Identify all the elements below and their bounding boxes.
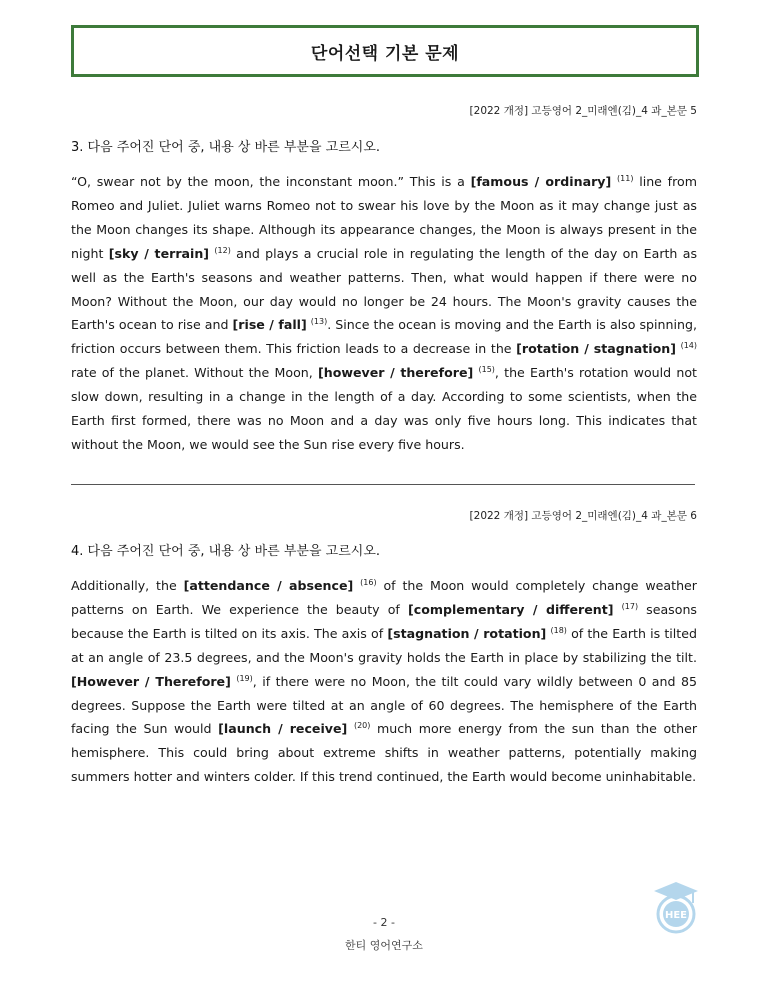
word-choice: [rotation / stagnation] (516, 341, 676, 357)
passage-text: rate of the planet. Without the Moon, (71, 365, 318, 381)
word-choice: [complementary / different] (407, 601, 614, 617)
blank-number: (18) (550, 625, 567, 635)
word-choice: [stagnation / rotation] (387, 625, 547, 641)
page-title: 단어선택 기본 문제 (310, 43, 460, 64)
passage-text: Additionally, the (71, 578, 184, 593)
question-4: 4. 다음 주어진 단어 중, 내용 상 바른 부분을 고르시오. (71, 544, 381, 559)
word-choice: [however / therefore] (318, 365, 474, 381)
passage-text: “O, swear not by the moon, the inconstant moon.” This is a (71, 174, 471, 189)
passage-1 (71, 170, 697, 457)
blank-number: (13) (310, 317, 328, 327)
passage-text: much more energy from the sun than the other hemisphere. This could bring about extreme shifts in weather patterns, potentially making summers hotter and winters colder. If this trend continued, the Earth would become uninhabitable. (71, 721, 698, 785)
logo-text: HEE (664, 910, 688, 921)
word-choice: [attendance / absence] (183, 578, 354, 593)
title-box (71, 25, 699, 77)
blank-number: (15) (478, 365, 495, 375)
passage-text: , the Earth's rotation would not slow down, resulting in a change in the length of a day. According to some scientists, when the Earth first formed, there was no Moon and a day was only five hours long. This indicates that without the Moon, we would see the Sun rise every five hours. (71, 365, 697, 452)
source-label-2: [2022 개정] 고등영어 2_미래엔(김)_4 과_본문 6 (469, 510, 697, 522)
passage-2 (71, 574, 697, 789)
word-choice: [rise / fall] (232, 317, 307, 333)
passage-text: seasons because the Earth is tilted on its axis. The axis of (71, 601, 697, 641)
blank-number: (11) (617, 174, 634, 183)
blank-number: (14) (680, 341, 697, 351)
footer-org: 한티 영어연구소 (345, 939, 423, 952)
page-number: - 2 - (373, 916, 395, 929)
passage-text: . Since the ocean is moving and the Earth is also spinning, friction occurs between them. This friction leads to a decrease in the (71, 317, 697, 357)
passage-text: line from Romeo and Juliet. Juliet warns Romeo not to swear his love by the Moon as it may change just as the Moon changes its shape. Although its appearance changes, the Moon is always present in the night (71, 174, 697, 261)
blank-number: (17) (621, 601, 639, 611)
question-3: 3. 다음 주어진 단어 중, 내용 상 바른 부분을 고르시오. (71, 140, 381, 155)
word-choice: [famous / ordinary] (470, 174, 612, 189)
source-label-1: [2022 개정] 고등영어 2_미래엔(김)_4 과_본문 5 (469, 105, 697, 117)
passage-text (614, 602, 622, 617)
passage-text: , if there were no Moon, the tilt could vary wildly between 0 and 85 degrees. Suppose the Earth were tilted at an angle of 60 degrees. The hemisphere of the Earth facing the Sun would (71, 673, 697, 737)
hee-logo-icon (650, 880, 702, 936)
word-choice: [However / Therefore] (71, 673, 231, 689)
passage-text: of the Moon would completely change weather patterns on Earth. We experience the beauty of (71, 578, 697, 617)
blank-number: (12) (214, 245, 231, 255)
word-choice: [launch / receive] (218, 721, 348, 737)
section-divider (71, 484, 695, 485)
passage-text: and plays a crucial role in regulating the length of the day on Earth as well as the Earth's seasons and weather patterns. Then, what would happen if there were no Moon? Without the Moon, our day would no longer be 24 hours. The Moon's gravity causes the Earth's ocean to rise and (71, 245, 698, 333)
blank-number: (19) (236, 673, 253, 683)
word-choice: [sky / terrain] (108, 245, 210, 261)
blank-number: (16) (360, 578, 377, 587)
blank-number: (20) (353, 721, 371, 731)
passage-text (347, 721, 354, 736)
passage-text: of the Earth is tilted at an angle of 23.5 degrees, and the Moon's gravity holds the Earth in place by stabilizing the tilt. (71, 625, 697, 665)
